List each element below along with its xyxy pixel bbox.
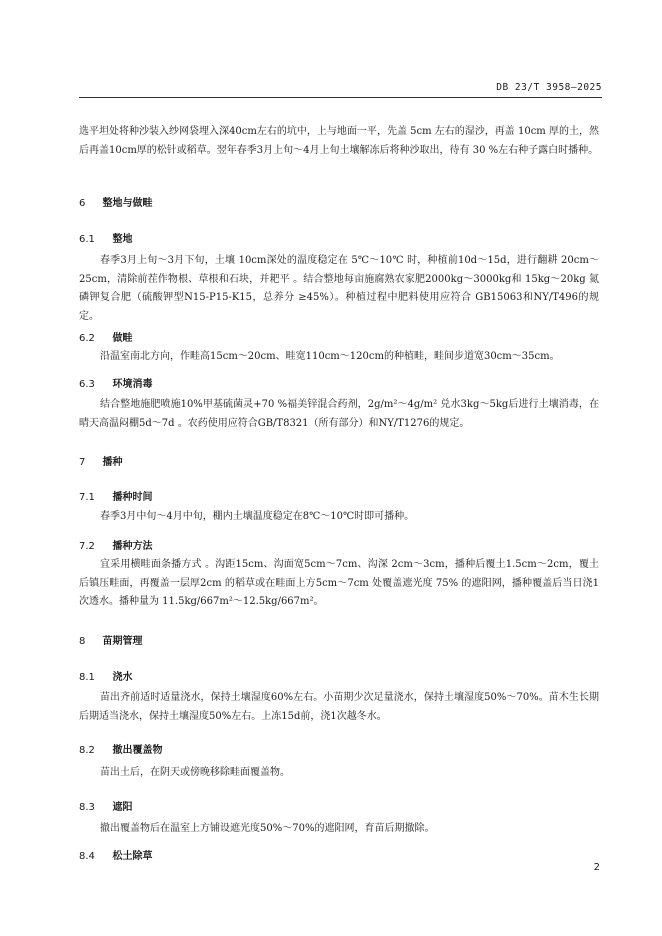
subsection-heading-8-1 xyxy=(79,668,132,683)
paragraph-land-preparation: 春季3月上旬～3月下旬，土壤 10cm深处的温度稳定在 5℃～10℃ 时，种植前10d～15d，进行翻耕 20cm～25cm，清除前茬作物根、草根和石块，并耙平 。结合整地每亩施腐熟农家肥2000kg～3000kg和 15kg～20kg 氮磷钾复合肥（硫酸钾型N15-P15-K15，总养分 ≥45%）。种植过程中肥料使用应符合 GB15063和NY/T496的规定。 xyxy=(79,255,599,322)
subsection-title: 浇水 xyxy=(112,672,133,683)
subsection-heading-8-2 xyxy=(79,741,162,756)
section-title: 播种 xyxy=(102,457,123,468)
section-heading-6 xyxy=(79,194,152,209)
paragraph-remove-covering: 苗出土后，在阴天或傍晚移除畦面覆盖物。 xyxy=(100,767,290,778)
section-number: 6 xyxy=(79,198,86,209)
subsection-number: 8.2 xyxy=(79,745,95,756)
section-heading-7 xyxy=(79,453,122,468)
paragraph-seed-storage: 选平坦处将种沙装入纱网袋埋入深40cm左右的坑中，上与地面一平，先盖 5cm 左右的湿沙，再盖 10cm 厚的土，然后再盖10cm厚的松针或稻草。翌年春季3月上旬～4月上旬土壤解冻后将种沙取出，待有 30 %左右种子露白时播种。 xyxy=(79,126,599,156)
subsection-title: 松土除草 xyxy=(112,851,153,862)
paragraph-shading: 撤出覆盖物后在温室上方铺设遮光度50%～70%的遮阳网，育苗后期撤除。 xyxy=(100,823,435,834)
paragraph-sowing-method: 宜采用横畦面条播方式 。沟距15cm、沟面宽5cm～7cm、沟深 2cm～3cm，播种后覆土1.5cm～2cm，覆土后镇压畦面，再覆盖一层厚2cm 的稻草或在畦面上方5cm～7cm 处覆盖遮光度 75% 的遮阳网，播种覆盖后当日浇1次透水。播种量为 11.5kg/667m²～12.5kg/667m²。 xyxy=(79,559,599,608)
paragraph-bed-making: 沿温室南北方向，作畦高15cm～20cm、畦宽110cm～120cm的种植畦，畦间步道宽30cm～35cm。 xyxy=(100,351,560,362)
section-title: 苗期管理 xyxy=(102,636,143,647)
subsection-heading-6-2 xyxy=(79,329,132,344)
section-number: 7 xyxy=(79,457,86,468)
subsection-title: 环境消毒 xyxy=(112,379,153,390)
subsection-heading-6-1 xyxy=(79,230,132,245)
subsection-title: 播种方法 xyxy=(112,541,153,552)
subsection-number: 6.1 xyxy=(79,234,95,245)
paragraph-watering: 苗出齐前适时适量浇水，保持土壤湿度60%左右。小苗期少次足量浇水，保持土壤湿度50%～70%。苗木生长期后期适当浇水，保持土壤湿度50%左右。上冻15d前，浇1次越冬水。 xyxy=(79,692,599,722)
page-number: 2 xyxy=(593,862,600,873)
subsection-number: 7.2 xyxy=(79,541,95,552)
subsection-title: 做畦 xyxy=(112,333,133,344)
paragraph-soil-disinfection: 结合整地施肥喷施10%甲基硫菌灵+70 %福美锌混合药剂，2g/m²～4g/m² 兑水3kg～5kg后进行土壤消毒，在晴天高温闷棚5d～7d 。农药使用应符合GB/T8321（所有部分）和NY/T1276的规定。 xyxy=(79,399,599,429)
paragraph-sowing-time: 春季3月中旬～4月中旬，棚内土壤温度稳定在8℃～10℃时即可播种。 xyxy=(100,511,415,522)
section-heading-8 xyxy=(79,632,142,647)
subsection-number: 6.2 xyxy=(79,333,95,344)
subsection-heading-7-2 xyxy=(79,537,152,552)
subsection-title: 遮阳 xyxy=(112,802,133,813)
subsection-number: 8.3 xyxy=(79,802,95,813)
subsection-heading-8-4 xyxy=(79,847,152,862)
subsection-heading-8-3 xyxy=(79,798,132,813)
document-code: DB 23/T 3958—2025 xyxy=(496,82,602,93)
subsection-title: 撤出覆盖物 xyxy=(112,745,163,756)
subsection-title: 播种时间 xyxy=(112,492,153,503)
section-number: 8 xyxy=(79,636,86,647)
subsection-number: 8.4 xyxy=(79,851,95,862)
subsection-heading-7-1 xyxy=(79,488,152,503)
subsection-number: 8.1 xyxy=(79,672,95,683)
section-title: 整地与做畦 xyxy=(102,198,153,209)
header-divider xyxy=(79,97,602,98)
subsection-title: 整地 xyxy=(112,234,133,245)
subsection-number: 7.1 xyxy=(79,492,95,503)
subsection-heading-6-3 xyxy=(79,375,152,390)
subsection-number: 6.3 xyxy=(79,379,95,390)
